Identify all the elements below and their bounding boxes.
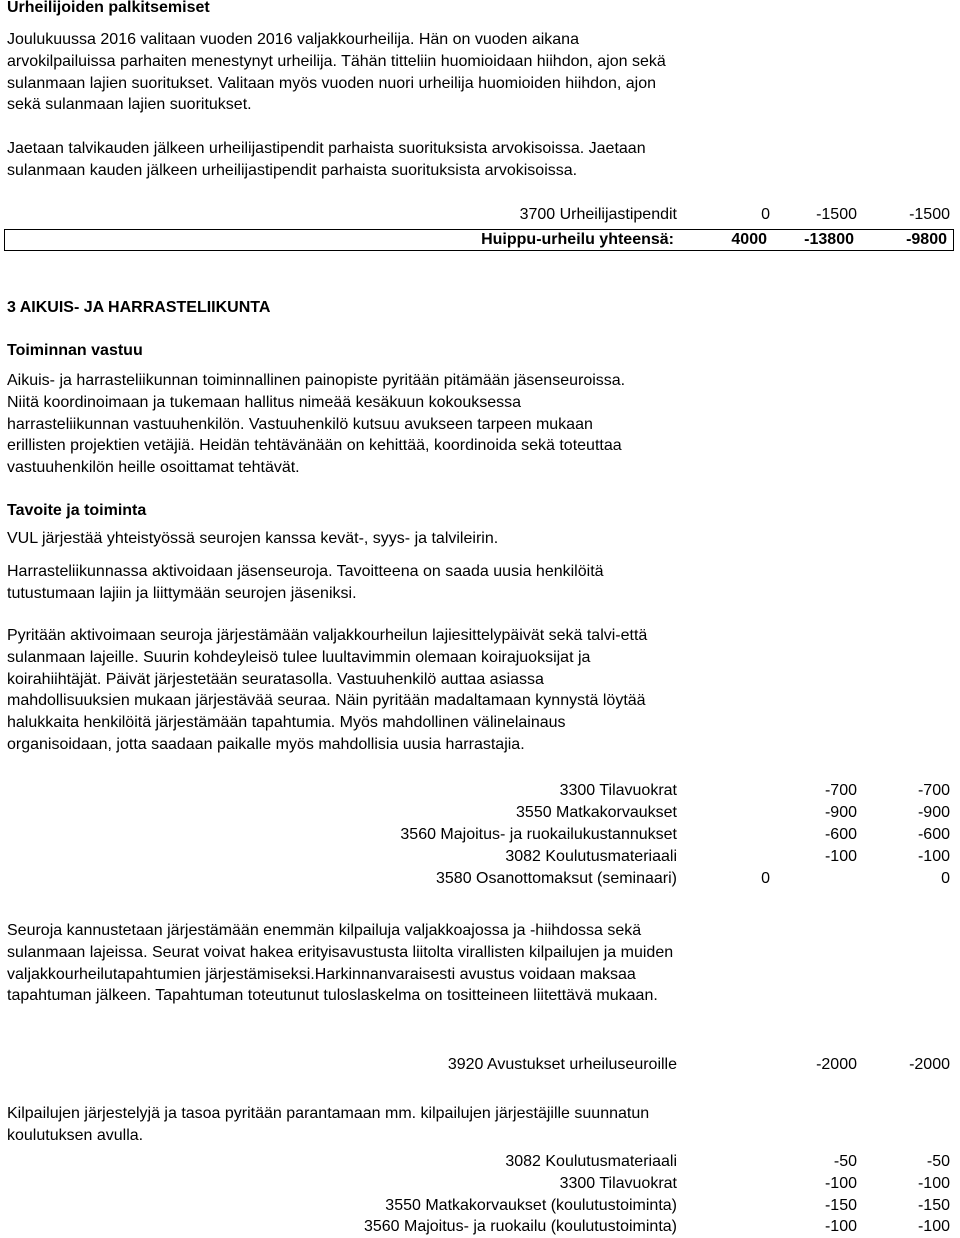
budget-value-2: -100 <box>824 1218 857 1235</box>
paragraph-vastuu: Aikuis- ja harrasteliikunnan toiminnallinen painopiste pyritään pitämään jäsenseuroissa. Niitä koordinoimaan ja tukemaan hallitus nimeää kesäkuun kokouksessa harrasteliikunnan vastuuhenkilön. Vastuuhenkilö kutsuu avukseen tarpeen mukaan erillisten projektien vetäjiä. Heidän tehtävänään on kehittää, koordinoida sekä toteuttaa vastuuhenkilön heille osoittamat tehtävät. <box>7 372 626 477</box>
budget-value-2: -700 <box>824 782 857 799</box>
paragraph-palkitseminen: Joulukuussa 2016 valitaan vuoden 2016 valjakkourheilija. Hän on vuoden aikana arvokilpailuissa parhaiten menestynyt urheilija. Tähän titteliin huomioidaan hiihdon, ajon sekä sulanmaan lajien suoritukset. Valitaan myös vuoden nuori urheilija huomioiden hiihdon, ajon sekä sulanmaan lajien suoritukset. <box>7 31 666 114</box>
total-value-2: -13800 <box>804 231 854 248</box>
budget-row <box>0 846 960 868</box>
budget-value-2: -50 <box>833 1153 857 1170</box>
paragraph-harraste: Harrasteliikunnassa aktivoidaan jäsenseuroja. Tavoitteena on saada uusia henkilöitä tutustumaan lajiin ja liittymään seurojen jäseniksi. <box>7 563 604 602</box>
heading-palkitseminen: Urheilijoiden palkitsemiset <box>7 0 210 16</box>
budget-row <box>0 1173 960 1195</box>
budget-value-3: -100 <box>917 1175 950 1192</box>
budget-label: 3920 Avustukset urheiluseuroille <box>447 1056 677 1073</box>
budget-value-2: -150 <box>824 1197 857 1214</box>
budget-value-3: -2000 <box>909 1056 950 1073</box>
budget-label: 3300 Tilavuokrat <box>559 782 677 799</box>
budget-value-2: -100 <box>824 1175 857 1192</box>
budget-row <box>0 868 960 890</box>
budget-row <box>0 824 960 846</box>
heading-vastuu: Toiminnan vastuu <box>7 342 143 359</box>
budget-value-3: 0 <box>941 870 950 887</box>
budget-label: 3300 Tilavuokrat <box>559 1175 677 1192</box>
budget-label: 3560 Majoitus- ja ruokailukustannukset <box>400 826 677 843</box>
budget-value-2: -900 <box>824 804 857 821</box>
budget-value-3: -150 <box>917 1197 950 1214</box>
budget-value-1: 0 <box>761 870 770 887</box>
budget-row <box>0 1195 960 1217</box>
budget-row <box>0 1151 960 1173</box>
paragraph-kilpailut: Seuroja kannustetaan järjestämään enemmän kilpailuja valjakkoajossa ja -hiihdossa sekä sulanmaan lajeissa. Seurat voivat hakea erityisavustusta liitolta virallisten kilpailujen ja muiden valjakkourheilutapahtumien järjestämiseksi.Harkinnanvaraisesti avustus voidaan maksaa tapahtuman jälkeen. Tapahtuman toteutunut tuloslaskelma on tositteineen liitettävä mukaan. <box>7 922 674 1005</box>
budget-row-avustukset <box>0 1054 960 1076</box>
paragraph-taso: Kilpailujen järjestelyjä ja tasoa pyritään parantamaan mm. kilpailujen järjestäjille suunnatun koulutuksen avulla. <box>7 1105 650 1144</box>
paragraph-esittely: Pyritään aktivoimaan seuroja järjestämään valjakkourheilun lajiesittelypäivät sekä talvi-että sulanmaan lajeille. Suurin kohdeyleisö tulee luultavimmin olemaan koirajuoksijat ja koirahiihtäjät. Päivät järjestetään seuratasolla. Vastuuhenkilö auttaa asiassa mahdollisuuksien mukaan järjestävää seuraa. Näin pyritään madaltamaan kynnystä löytää halukkaita henkilöitä järjestämään tapahtumia. Myös mahdollinen välinelainaus organisoidaan, jotta saadaan paikalle myös mahdollisia uusia harrastajia. <box>7 627 648 753</box>
budget-label: 3700 Urheilijastipendit <box>519 206 677 223</box>
total-row-huippu-urheilu <box>4 229 954 251</box>
budget-label: 3550 Matkakorvaukset <box>516 804 677 821</box>
budget-value-1: 0 <box>761 206 770 223</box>
budget-value-3: -100 <box>917 1218 950 1235</box>
budget-value-2: -600 <box>824 826 857 843</box>
budget-label: 3560 Majoitus- ja ruokailu (koulutustoiminta) <box>363 1218 677 1235</box>
heading-tavoite: Tavoite ja toiminta <box>7 502 147 519</box>
budget-value-3: -1500 <box>909 206 950 223</box>
budget-value-3: -600 <box>917 826 950 843</box>
section-title: 3 AIKUIS- JA HARRASTELIIKUNTA <box>7 299 271 316</box>
budget-label: 3082 Koulutusmateriaali <box>505 1153 677 1170</box>
budget-label: 3580 Osanottomaksut (seminaari) <box>436 870 677 887</box>
budget-value-2: -100 <box>824 848 857 865</box>
total-value-3: -9800 <box>906 231 947 248</box>
budget-row <box>0 1216 960 1238</box>
budget-row <box>0 802 960 824</box>
total-label: Huippu-urheilu yhteensä: <box>481 231 674 248</box>
budget-value-3: -100 <box>917 848 950 865</box>
budget-value-2: -1500 <box>816 206 857 223</box>
budget-label: 3550 Matkakorvaukset (koulutustoiminta) <box>385 1197 677 1214</box>
budget-value-3: -50 <box>926 1153 950 1170</box>
budget-row-urheilijastipendit <box>0 204 960 226</box>
budget-label: 3082 Koulutusmateriaali <box>505 848 677 865</box>
paragraph-leirit: VUL järjestää yhteistyössä seurojen kanssa kevät-, syys- ja talvileirin. <box>7 530 499 547</box>
paragraph-stipendit: Jaetaan talvikauden jälkeen urheilijastipendit parhaista suorituksista arvokisoissa. Jaetaan sulanmaan kauden jälkeen urheilijastipendit parhaista suorituksista arvokisoissa. <box>7 140 646 179</box>
budget-row <box>0 780 960 802</box>
total-value-1: 4000 <box>731 231 767 248</box>
budget-value-2: -2000 <box>816 1056 857 1073</box>
budget-value-3: -700 <box>917 782 950 799</box>
budget-value-3: -900 <box>917 804 950 821</box>
